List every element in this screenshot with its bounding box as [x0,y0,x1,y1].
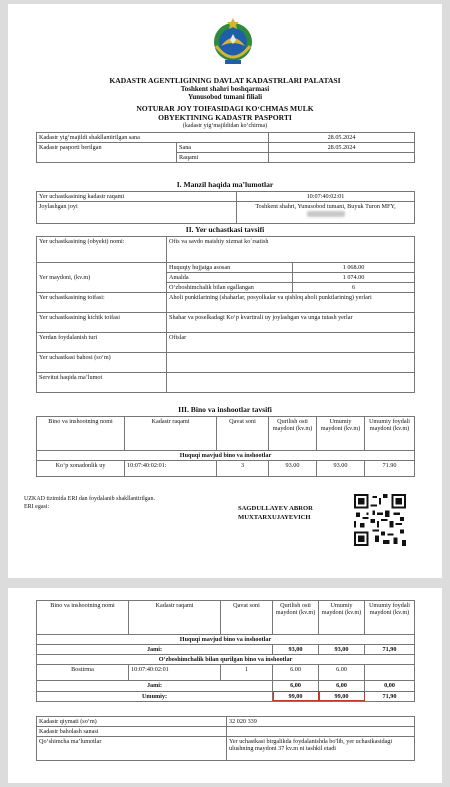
name-label: Yer uchastkasining (obyekt) nomi: [37,237,167,263]
meta-row2-label: Kadastr pasporti berilgan [37,143,177,163]
price-label: Kadastr qiymati (so‘m) [37,717,227,727]
land-table [36,236,415,393]
name-value: Ofis va savdo maishiy xizmat ko`rsatish [167,237,415,263]
district-name: Yunusobod tumani filiali [187,93,263,101]
state-emblem-icon [211,16,255,68]
subcat-value: Shahar va poselkadagi Ko‘p kvartirali uy joylashgan va unga tutash yerlar [167,313,415,333]
cell: 6,00 [319,681,365,691]
cell: 71,90 [365,691,415,701]
cell: 10:07:40:02:01: [125,461,217,477]
loc-label: Joylashgan joyi [37,202,237,224]
cell: 3 [217,461,269,477]
cell: 10:07:40:02:01 [129,665,221,681]
meta-row1-label: Kadastr yig‘majildi shakllantirilgan sana [37,133,269,143]
cell: 71,90 [365,645,415,655]
umumiy-label: Umumiy: [37,691,273,701]
area-row-value: 6 [293,283,415,293]
price-value: 32 020 339 [227,717,415,727]
extra-value: Yer uchastkasi birgalikda foydalanishda bo'lib, yer uchastkasidagi ulushning maydoni 37 kv.m ni tashkil etadi [227,737,415,761]
building-table [36,416,415,477]
document-title-1: NOTURAR JOY TOIFASIDAGI KO‘CHMAS MULK [136,104,314,113]
price-label: Yer uchastkasi bahosi (so‘m) [37,353,167,373]
redacted-mark [307,211,345,217]
cell: 71.90 [365,461,415,477]
cad-label: Yer uchastkasining kadastr raqami [37,192,237,202]
group-title: Huquqi mavjud bino va inshootlar [37,451,415,461]
cad-value: 10:07:40:02:01 [237,192,415,202]
col-header: Kadastr raqami [129,601,221,635]
eri-note [24,496,174,512]
meta-row1-value: 28.05.2024 [269,133,415,143]
col-header: Qurilish osti maydoni (kv.m) [269,417,317,451]
cell: 93,00 [319,645,365,655]
table-row [37,665,415,681]
date-value [227,727,415,737]
area-row-label: Huquqiy hujjatga asosan [167,263,293,273]
area-row-value: 1 068.00 [293,263,415,273]
col-header: Bino va inshootning nomi [37,601,129,635]
col-header: Qavat soni [221,601,273,635]
section2-title: II. Yer uchastkasi tavsifi [185,225,265,234]
col-header: Qavat soni [217,417,269,451]
sana-label: Sana [177,143,269,153]
raqami-value [269,153,415,163]
section3-title: III. Bino va inshootlar tavsifi [178,405,272,414]
group-title: Huquqi mavjud bino va inshootlar [37,635,415,645]
group-title: O‘zboshimchalik bilan qurilgan bino va inshootlar [37,655,415,665]
servitut-value [167,373,415,393]
cell: 1 [221,665,273,681]
cell: 93.00 [269,461,317,477]
signer-line-2: MUXTARXUJAYEVICH [238,513,311,521]
area-label: Yer maydoni, (kv.m) [37,263,167,293]
cell: 6,00 [273,681,319,691]
eri-owner: ERI egasi: [24,503,50,510]
building-summary-table [36,600,415,702]
jami-label: Jami: [37,645,273,655]
jami-label: Jami: [37,681,273,691]
cell: 93,00 [273,645,319,655]
loc-value: Toshkent shahri, Yunusobod tumani, Buyuk Turon MFY, [255,203,396,211]
cell: 0,00 [365,681,415,691]
cell: 6.00 [319,665,365,681]
use-value: Ofislar [167,333,415,353]
branch-name: Toshkent shahri boshqarmasi [180,85,270,93]
sana-value: 28.05.2024 [269,143,415,153]
section1-title: I. Manzil haqida ma’lumotlar [176,180,274,189]
cell: Bostirma [37,665,129,681]
raqami-label: Raqami [177,153,269,163]
area-row-value: 1 074.00 [293,273,415,283]
area-row-label: O‘zboshimchalik bilan egallangan [167,283,293,293]
area-row-label: Amalda [167,273,293,283]
address-table [36,191,415,224]
highlighted-cell: 99,00 [319,691,365,701]
signer-name [238,505,313,522]
cell [365,665,415,681]
col-header: Bino va inshootning nomi [37,417,125,451]
subcat-label: Yer uchastkasining kichik toifasi [37,313,167,333]
highlighted-cell: 99,00 [273,691,319,701]
price-value [167,353,415,373]
extra-label: Qo‘shimcha ma’lumotlar [37,737,227,761]
col-header: Umumiy maydoni (kv.m) [317,417,365,451]
cat-label: Yer uchastkasining toifasi: [37,293,167,313]
use-label: Yerdan foydalanish turi [37,333,167,353]
eri-text: UZKAD tizimida ERI dan foydalanib shakllantirilgan. [24,496,155,502]
passport-page-2 [8,588,442,783]
col-header: Umumiy foydali maydoni (kv.m) [365,601,415,635]
meta-table [36,132,415,163]
cell: 93.00 [317,461,365,477]
col-header: Kadastr raqami [125,417,217,451]
qr-code-icon [354,494,406,546]
passport-page-1 [8,4,442,578]
cell: Ko‘p xonadonlik uy [37,461,125,477]
cell: 6.00 [273,665,319,681]
col-header: Qurilish osti maydoni (kv.m) [273,601,319,635]
document-title-2: OBYEKTINING KADASTR PASPORTI [158,113,292,122]
jami-row [37,645,415,655]
col-header: Umumiy foydali maydoni (kv.m) [365,417,415,451]
agency-name: KADASTR AGENTLIGINING DAVLAT KADASTRLARI PALATASI [109,76,341,85]
loc-cell [237,202,415,224]
date-label: Kadastr baholash sanasi [37,727,227,737]
servitut-label: Servitut haqida ma’lumot [37,373,167,393]
document-subtitle: (kadastr yig‘majildidan ko‘chirma) [182,123,268,129]
cat-value: Aholi punktlarining (shaharlar, posyolkalar va qishloq aholi punktlarining) yerlari [167,293,415,313]
table-row [37,461,415,477]
valuation-table [36,716,415,761]
jami-row [37,681,415,691]
umumiy-row [37,691,415,701]
col-header: Umumiy maydoni (kv.m) [319,601,365,635]
signer-line-1: SAGDULLAYEV ABROR [238,505,313,512]
